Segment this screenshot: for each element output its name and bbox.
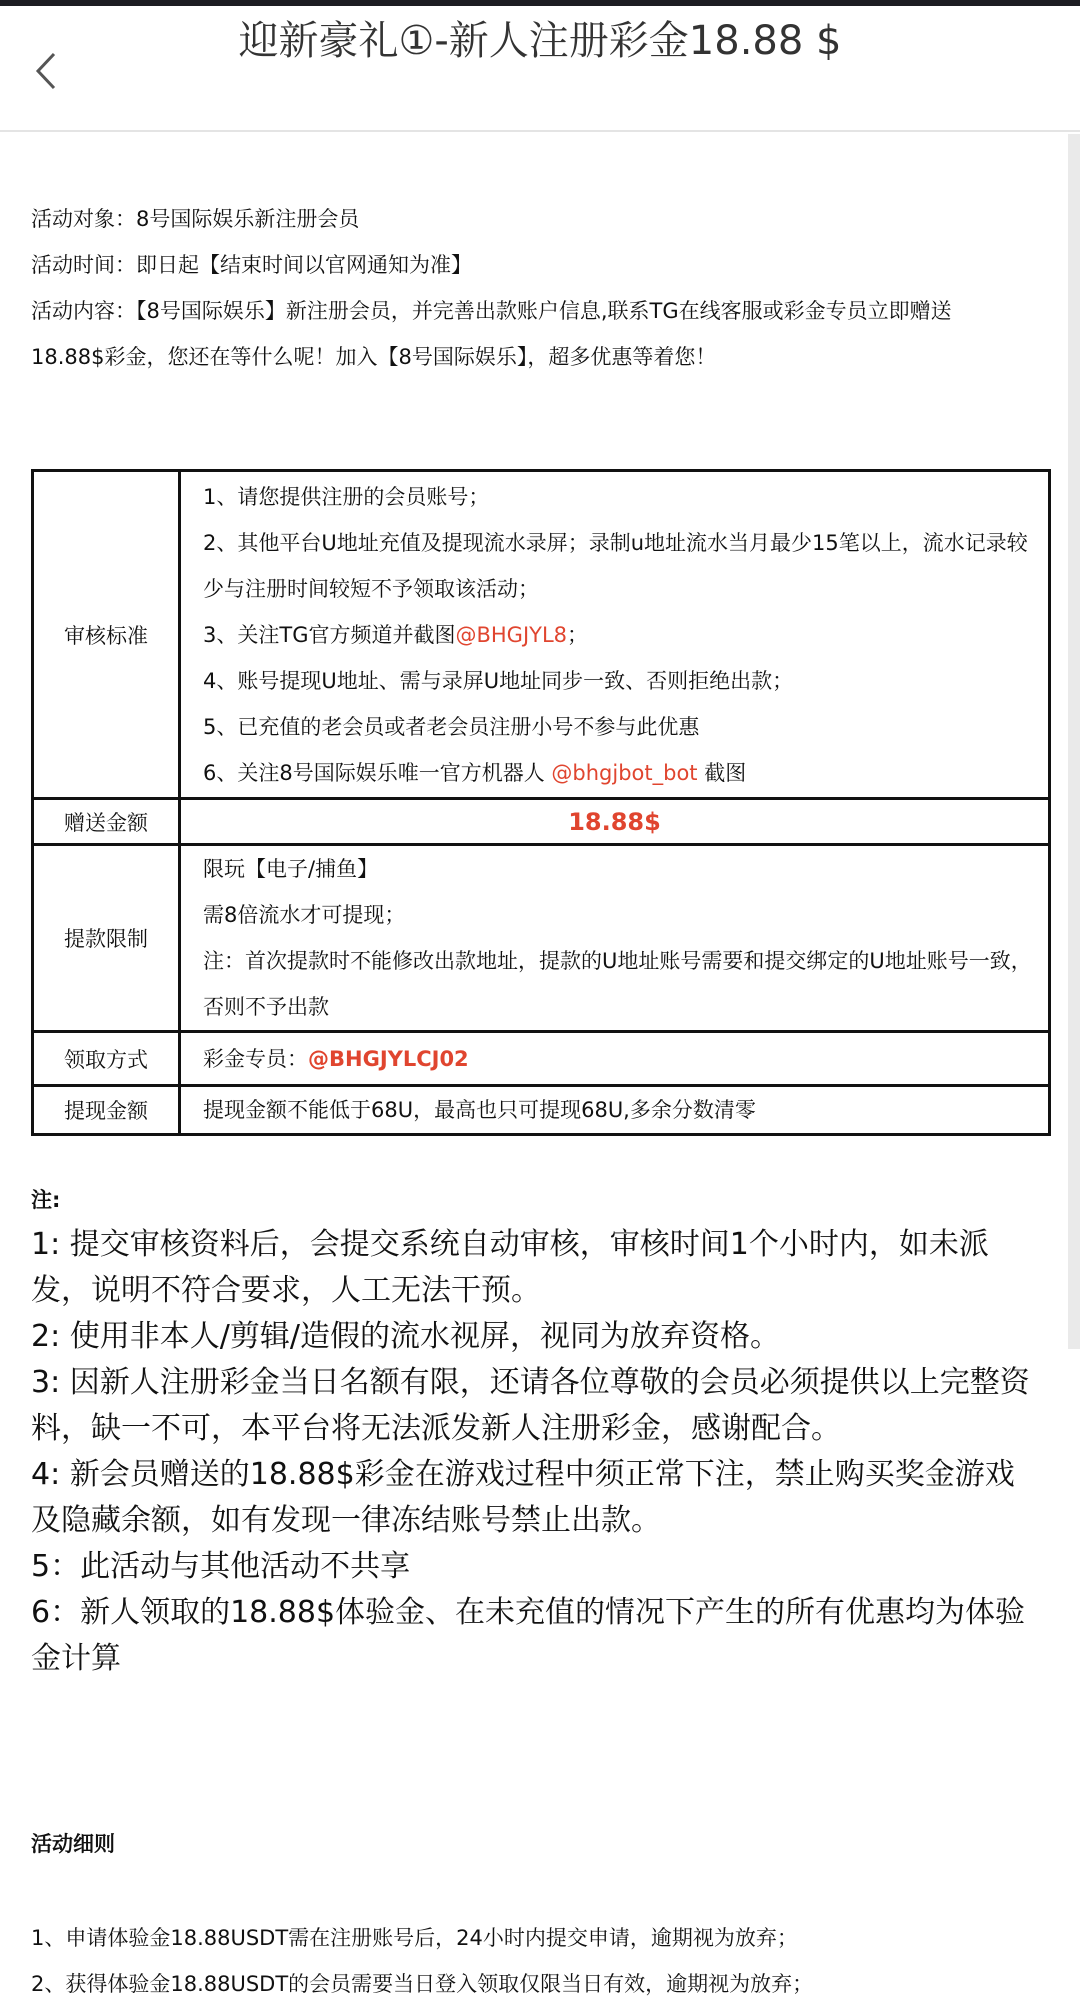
review-item bbox=[203, 612, 1048, 658]
row-label: 审核标准 bbox=[33, 471, 180, 799]
note-item: 1: 提交审核资料后，会提交系统自动审核，审核时间1个小时内，如未派发，说明不符合要求，人工无法干预。 bbox=[31, 1227, 989, 1308]
chevron-left-icon bbox=[30, 46, 70, 96]
limit-item: 限玩【电子/捕鱼】 bbox=[203, 857, 379, 881]
rule-item: 1、申请体验金18.88USDT需在注册账号后，24小时内提交申请，逾期视为放弃； bbox=[31, 1926, 798, 1950]
review-item: 1、请您提供注册的会员账号； bbox=[203, 484, 490, 509]
header bbox=[0, 6, 1080, 132]
content-line: 活动内容：【8号国际娱乐】新注册会员，并完善出款账户信息,联系TG在线客服或彩金专员立即赠送18.88$彩金，您还在等什么呢！加入【8号国际娱乐】，超多优惠等着您！ bbox=[31, 299, 952, 369]
text: 截图 bbox=[697, 760, 747, 785]
bonus-amount: 18.88$ bbox=[180, 799, 1050, 845]
channel-link[interactable]: @BHGJYL8 bbox=[455, 622, 568, 647]
text: 6、关注8号国际娱乐唯一官方机器人 bbox=[203, 760, 552, 785]
notes-list bbox=[31, 1222, 1041, 1682]
note-item: 5：此活动与其他活动不共享 bbox=[31, 1549, 411, 1584]
review-item: 2、其他平台U地址充值及提现流水录屏；录制u地址流水当月最少15笔以上，流水记录较少与注册时间较短不予领取该活动； bbox=[203, 530, 1028, 601]
rules-list bbox=[31, 1915, 1061, 2007]
rules-title: 活动细则 bbox=[31, 1832, 115, 1856]
text: ； bbox=[567, 622, 589, 647]
time-line: 活动时间：即日起【结束时间以官网通知为准】 bbox=[31, 253, 472, 277]
row-label: 领取方式 bbox=[33, 1032, 180, 1086]
limit-item: 注：首次提款时不能修改出款地址，提款的U地址账号需要和提交绑定的U地址账号一致，否则不予出款 bbox=[203, 949, 1032, 1019]
note-item: 6：新人领取的18.88$体验金、在未充值的情况下产生的所有优惠均为体验金计算 bbox=[31, 1595, 1026, 1676]
row-value bbox=[180, 845, 1050, 1032]
scrollbar[interactable] bbox=[1068, 134, 1080, 1349]
review-item: 5、已充值的老会员或者老会员注册小号不参与此优惠 bbox=[203, 714, 700, 739]
table-row bbox=[33, 799, 1050, 845]
note-item: 2: 使用非本人/剪辑/造假的流水视屏，视同为放弃资格。 bbox=[31, 1319, 780, 1354]
rule-item: 2、获得体验金18.88USDT的会员需要当日登入领取仅限当日有效，逾期视为放弃； bbox=[31, 1972, 814, 1996]
row-value bbox=[180, 1032, 1050, 1086]
page-title: 迎新豪礼①-新人注册彩金18.88 $ bbox=[238, 18, 842, 64]
bot-link[interactable]: @bhgjbot_bot bbox=[551, 760, 698, 785]
table-row bbox=[33, 1086, 1050, 1135]
claim-link[interactable]: @BHGJYLCJ02 bbox=[308, 1046, 469, 1071]
note-item: 3: 因新人注册彩金当日名额有限，还请各位尊敬的会员必须提供以上完整资料，缺一不可，本平台将无法派发新人注册彩金，感谢配合。 bbox=[31, 1365, 1030, 1446]
table-row bbox=[33, 1032, 1050, 1086]
table-row bbox=[33, 845, 1050, 1032]
intro bbox=[31, 196, 1041, 380]
text: 3、关注TG官方频道并截图 bbox=[203, 622, 456, 647]
rules-table bbox=[31, 469, 1051, 1136]
row-label: 赠送金额 bbox=[33, 799, 180, 845]
table-row bbox=[33, 471, 1050, 799]
back-button[interactable] bbox=[30, 46, 70, 96]
review-item: 4、账号提现U地址、需与录屏U地址同步一致、否则拒绝出款； bbox=[203, 668, 794, 693]
row-label: 提现金额 bbox=[33, 1086, 180, 1135]
row-value bbox=[180, 471, 1050, 799]
target-line: 活动对象：8号国际娱乐新注册会员 bbox=[31, 207, 360, 231]
row-label: 提款限制 bbox=[33, 845, 180, 1032]
note-item: 4: 新会员赠送的18.88$彩金在游戏过程中须正常下注，禁止购买奖金游戏及隐藏余额，如有发现一律冻结账号禁止出款。 bbox=[31, 1457, 1015, 1538]
review-item bbox=[203, 750, 1048, 796]
row-value: 提现金额不能低于68U，最高也只可提现68U,多余分数清零 bbox=[180, 1086, 1050, 1135]
text: 彩金专员： bbox=[203, 1046, 308, 1071]
notes-title: 注: bbox=[31, 1188, 61, 1212]
limit-item: 需8倍流水才可提现； bbox=[203, 903, 406, 927]
